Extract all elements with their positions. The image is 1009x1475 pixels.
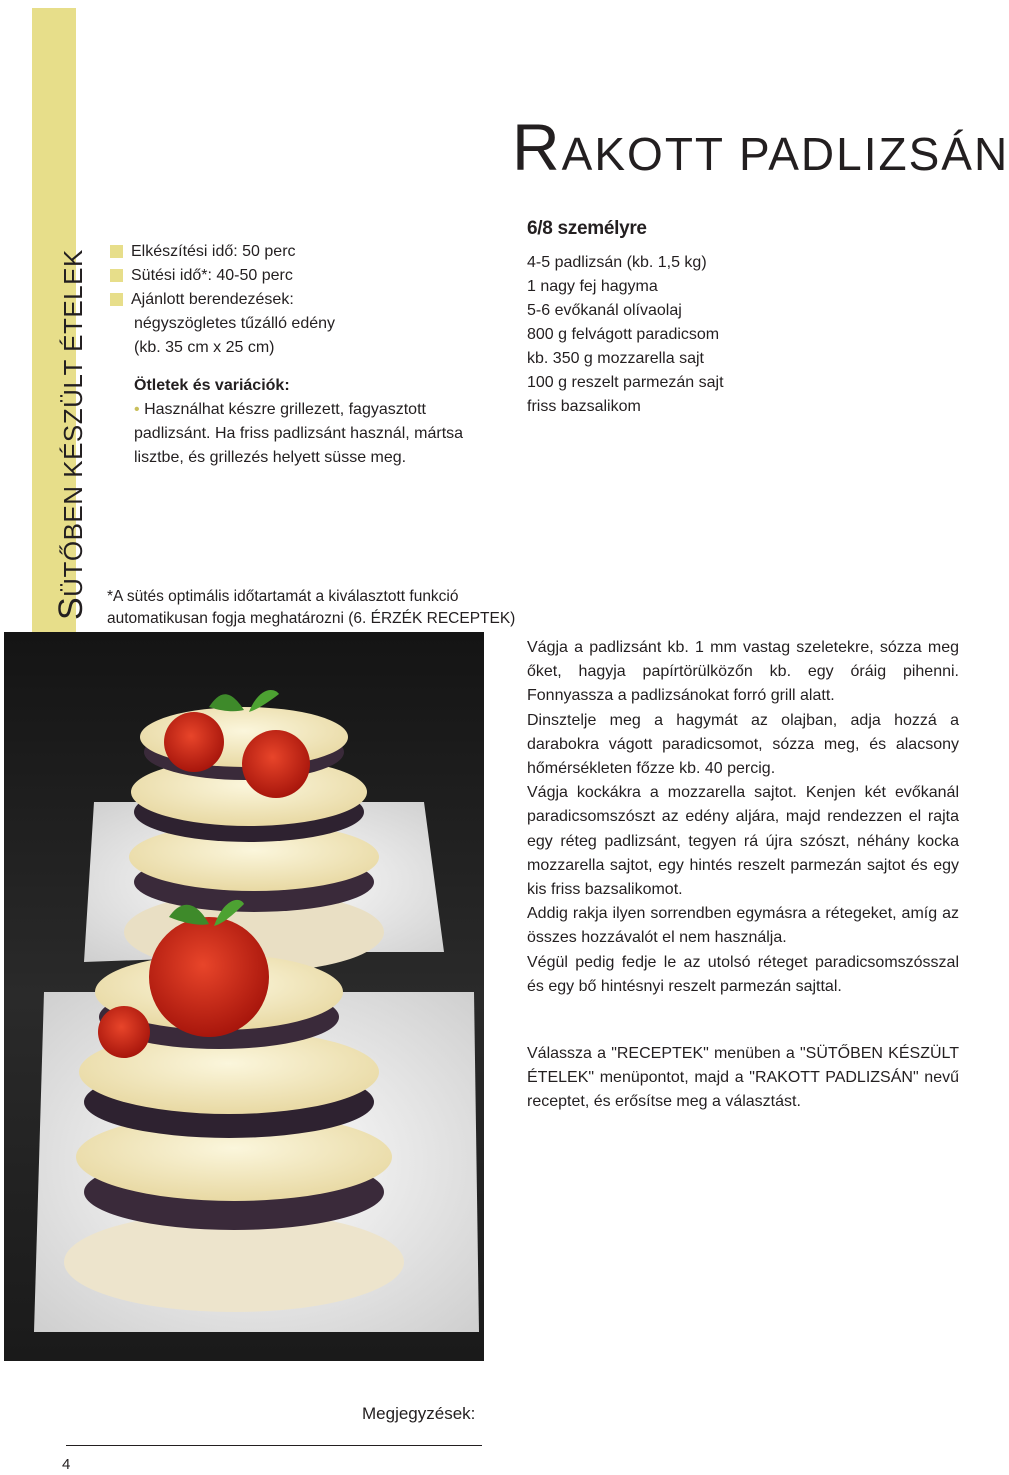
equipment-label: Ajánlott berendezések: [131, 291, 294, 308]
notes-line [66, 1445, 482, 1446]
footnote-line-1: *A sütés optimális időtartamát a kiválasztott funkció [107, 588, 459, 605]
prep-time-row [110, 240, 510, 264]
bake-time: Sütési idő*: 40-50 perc [131, 267, 293, 284]
ideas-line-2: padlizsánt. Ha friss padlizsánt használ, mártsa [134, 425, 464, 442]
ingredient-item: 4-5 padlizsán (kb. 1,5 kg) [527, 254, 707, 271]
method-paragraph: Dinsztelje meg a hagymát az olajban, adja hozzá a darabokra vágott paradicsomot, sózza meg, és alacsony hőmérsékleten főzze kb. 40 percig. [527, 711, 959, 778]
method-paragraph: Addig rakja ilyen sorrendben egymásra a rétegeket, amíg az összes hozzávalót el nem használja. [527, 905, 959, 947]
method-paragraph: Vágja a padlizsánt kb. 1 mm vastag szeletekre, sózza meg őket, hagyja papírtörülközőn kb. egy óráig pihenni. Fonnyassza a padlizsánokat forró grill alatt. [527, 639, 959, 705]
recipe-title-rest: AKOTT PADLIZSÁN [561, 128, 1009, 180]
ideas-line-3: lisztbe, és grillezés helyett süsse meg. [134, 449, 407, 466]
ingredient-item: 100 g reszelt parmezán sajt [527, 374, 724, 391]
ingredient-list [527, 251, 724, 419]
ideas-text [110, 398, 510, 470]
ingredient-item: 1 nagy fej hagyma [527, 278, 658, 295]
dot-bullet-icon: • [134, 401, 140, 418]
oven-instruction: Válassza a "RECEPTEK" menüben a "SÜTŐBEN KÉSZÜLT ÉTELEK" menüpontot, majd a "RAKOTT PADLIZSÁN" nevű receptet, és erősítse meg a választást. [527, 1045, 959, 1111]
ingredient-item: kb. 350 g mozzarella sajt [527, 350, 704, 367]
ideas-line-1 [134, 398, 510, 422]
ideas-line-1-text: Használhat készre grillezett, fagyasztott [144, 401, 426, 418]
dish-photo [4, 632, 484, 1361]
recipe-info [110, 240, 510, 470]
method-paragraph: Végül pedig fedje le az utolsó réteget paradicsomszósszal és egy bő hintésnyi reszelt parmezán sajttal. [527, 953, 959, 995]
recipe-title [512, 112, 1009, 189]
servings: 6/8 személyre [527, 218, 647, 239]
equipment-row [110, 288, 510, 312]
bake-time-row [110, 264, 510, 288]
ingredient-item: 800 g felvágott paradicsom [527, 326, 720, 343]
recipe-title-initial: R [512, 110, 562, 184]
square-bullet-icon [110, 293, 123, 306]
prep-time: Elkészítési idő: 50 perc [131, 243, 296, 260]
page-number: 4 [62, 1456, 71, 1473]
ingredient-item: friss bazsalikom [527, 398, 641, 415]
equipment-line-2: (kb. 35 cm x 25 cm) [134, 339, 275, 356]
ingredient-item: 5-6 evőkanál olívaolaj [527, 302, 682, 319]
square-bullet-icon [110, 245, 123, 258]
equipment-line-1: négyszögletes tűzálló edény [134, 315, 336, 332]
method-paragraph: Vágja kockákra a mozzarella sajtot. Kenjen két evőkanál paradicsomszószt az edény aljára, majd rendezzen el rajta egy réteg padlizsánt, tegyen rá újra szószt, néhány kocka mozzarella sajtot, egy hintés reszelt parmezán sajtot és egy kis friss bazsalikomot. [527, 784, 959, 899]
square-bullet-icon [110, 269, 123, 282]
category-title-rest: ÜTŐBEN KÉSZÜLT ÉTELEK [58, 249, 88, 597]
ideas-title: Ötletek és variációk: [134, 377, 290, 394]
category-title [54, 249, 90, 620]
method-text [527, 636, 959, 999]
footnote-line-2: automatikusan fogja meghatározni (6. ÉRZÉK RECEPTEK) [107, 610, 516, 627]
notes-label: Megjegyzések: [362, 1404, 476, 1423]
category-title-initial: S [52, 596, 90, 620]
footnote [107, 586, 517, 630]
